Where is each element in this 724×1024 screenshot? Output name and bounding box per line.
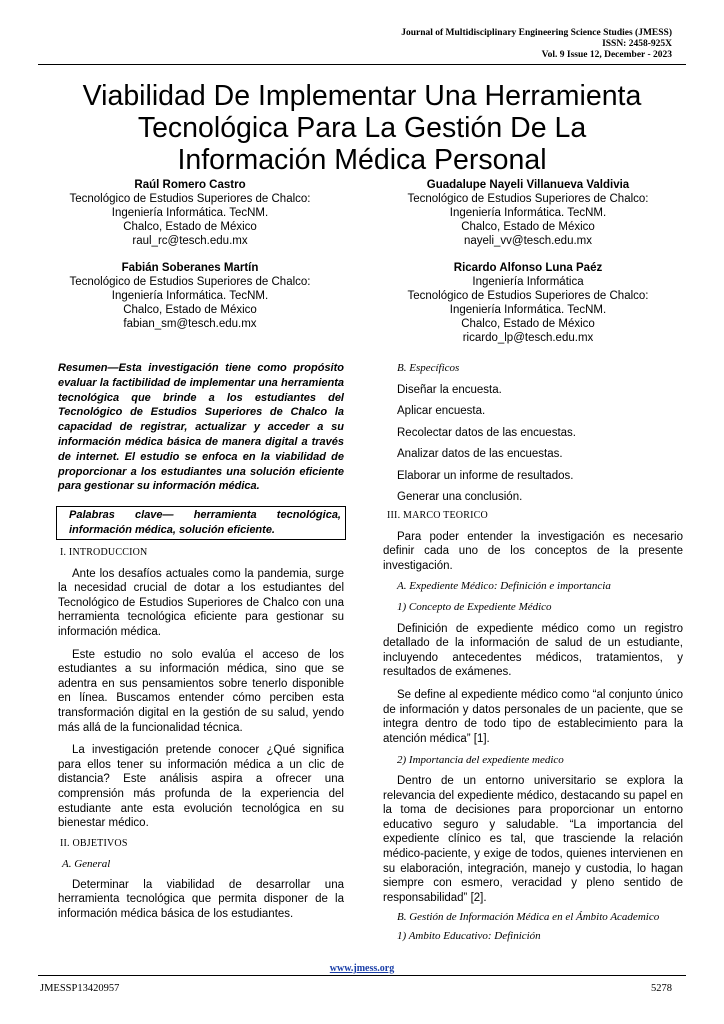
paragraph: Ante los desafíos actuales como la pandemia, surge la necesidad crucial de dotar a los estudiantes del Tecnológico de Estudios Superiores de Chalco con una herramienta tecnológica eficiente para gestionar su información médica. [58, 567, 344, 638]
author-affiliation: Ingeniería Informática. TecNM. [111, 290, 269, 302]
author-email: nayeli_vv@tesch.edu.mx [463, 235, 592, 247]
paper-title [40, 80, 684, 176]
title-line: Información Médica Personal [177, 144, 547, 176]
paragraph: Dentro de un entorno universitario se explora la relevancia del expediente médico, destacando su papel en la toma de decisiones para proporcionar un entorno educativo seguro y saludable. “La importancia del expediente clínico es tal, que trasciende la relación médico-paciente, y exige de todos, quienes intervienen en su elaboración, integración, manejo y custodia, lo hagan siempre con esmero, veracidad y pleno sentido de responsabilidad” [2]. [383, 775, 683, 904]
list-item: Generar una conclusión. [397, 491, 523, 504]
author-email: fabian_sm@tesch.edu.mx [123, 318, 257, 330]
keywords-box: Palabras clave— herramienta tecnológica, información médica, solución eficiente. [56, 506, 346, 540]
list-item: Recolectar datos de las encuestas. [397, 426, 576, 439]
subsubsection-heading: 1) Concepto de Expediente Médico [397, 601, 552, 614]
section-heading: II. OBJETIVOS [60, 837, 128, 849]
author-affiliation: Ingeniería Informática. TecNM. [449, 304, 607, 316]
list-item: Elaborar un informe de resultados. [397, 469, 574, 482]
author-location: Chalco, Estado de México [461, 221, 595, 233]
page-number: 5278 [651, 983, 672, 994]
paper-code: JMESSP13420957 [40, 983, 120, 994]
list-item: Aplicar encuesta. [397, 405, 486, 418]
journal-name: Journal of Multidisciplinary Engineering Science Studies (JMESS) [401, 28, 672, 38]
subsection-heading: B. Gestión de Información Médica en el Ámbito Academico [397, 911, 660, 924]
author-affiliation: Tecnológico de Estudios Superiores de Chalco: [69, 193, 311, 205]
subsection-heading: A. Expediente Médico: Definición e importancia [397, 580, 611, 593]
author-location: Chalco, Estado de México [461, 318, 595, 330]
section-heading: III. MARCO TEORICO [387, 510, 488, 522]
paragraph: Para poder entender la investigación es necesario definir cada uno de los conceptos de la presente investigación. [383, 530, 683, 572]
footer-rule [38, 975, 686, 976]
author-affiliation: Ingeniería Informática. TecNM. [111, 207, 269, 219]
subsubsection-heading: 2) Importancia del expediente medico [397, 754, 564, 767]
paragraph: Se define al expediente médico como “al conjunto único de información y datos personales de un paciente, que se integra dentro de todo tipo de establecimiento para la atención médica” [1]. [383, 689, 683, 745]
author-name: Fabián Soberanes Martín [121, 262, 259, 274]
paragraph: Determinar la viabilidad de desarrollar una herramienta tecnológica que permita disponer de la información médica básica de los estudiantes. [58, 878, 344, 921]
list-item: Analizar datos de las encuestas. [397, 448, 563, 461]
author-affiliation: Tecnológico de Estudios Superiores de Chalco: [69, 276, 311, 288]
right-column [383, 361, 683, 944]
author-name: Raúl Romero Castro [134, 179, 246, 191]
journal-issn: ISSN: 2458-925X [602, 39, 672, 49]
author-affiliation: Ingeniería Informática [472, 276, 584, 288]
author-email: ricardo_lp@tesch.edu.mx [462, 332, 594, 344]
journal-header [401, 28, 672, 61]
author-name: Guadalupe Nayeli Villanueva Valdivia [426, 179, 630, 191]
author-location: Chalco, Estado de México [123, 304, 257, 316]
author-block [40, 178, 340, 248]
title-line: Tecnológica Para La Gestión De La [137, 112, 587, 144]
paragraph: Este estudio no solo evalúa el acceso de los estudiantes a su información médica, sino que se adentra en sus pensamientos sobre tenerlo disponible en línea. Buscamos entender cómo perciben esta transformación digital en la gestión de su salud, yendo más allá de la funcionalidad técnica. [58, 648, 344, 734]
author-email: raul_rc@tesch.edu.mx [132, 235, 248, 247]
section-heading: I. INTRODUCCION [60, 547, 148, 558]
author-affiliation: Ingeniería Informática. TecNM. [449, 207, 607, 219]
abstract: Resumen—Esta investigación tiene como propósito evaluar la factibilidad de implementar una herramienta tecnológica que brinde a los estudiantes del Tecnológico de Estudios Superiores de Chalco la capacidad de registrar, actualizar y acceder a su información médica básica de manera digital a través de internet. El estudio se enfoca en la viabilidad de proporcionar a los estudiantes una solución eficiente para gestionar su información médica. [58, 362, 344, 493]
author-affiliation: Tecnológico de Estudios Superiores de Chalco: [407, 290, 649, 302]
paragraph: La investigación pretende conocer ¿Qué significa para ellos tener su información médica a un clic de distancia? Este análisis aspira a ofrecer una comprensión más profunda de la experiencia del estudiante ante esta evolución tecnológica en su bienestar médico. [58, 744, 344, 830]
author-block [40, 261, 340, 331]
header-rule [38, 64, 686, 65]
author-name: Ricardo Alfonso Luna Paéz [453, 262, 603, 274]
author-location: Chalco, Estado de México [123, 221, 257, 233]
list-item: Diseñar la encuesta. [397, 383, 502, 396]
left-column [58, 546, 344, 922]
journal-website-link[interactable]: www.jmess.org [329, 963, 395, 974]
paragraph: Definición de expediente médico como un registro detallado de la información de salud de un estudiante, incluyendo antecedentes médicos, tratamientos, y resultados de exámenes. [383, 622, 683, 679]
subsection-heading: A. General [62, 858, 111, 871]
author-affiliation: Tecnológico de Estudios Superiores de Chalco: [407, 193, 649, 205]
journal-volume: Vol. 9 Issue 12, December - 2023 [541, 50, 672, 60]
title-line: Viabilidad De Implementar Una Herramienta [82, 80, 642, 112]
author-block [372, 178, 684, 248]
subsection-heading: B. Específicos [397, 362, 460, 374]
author-block [372, 261, 684, 345]
subsubsection-heading: 1) Ambito Educativo: Definición [397, 929, 541, 942]
